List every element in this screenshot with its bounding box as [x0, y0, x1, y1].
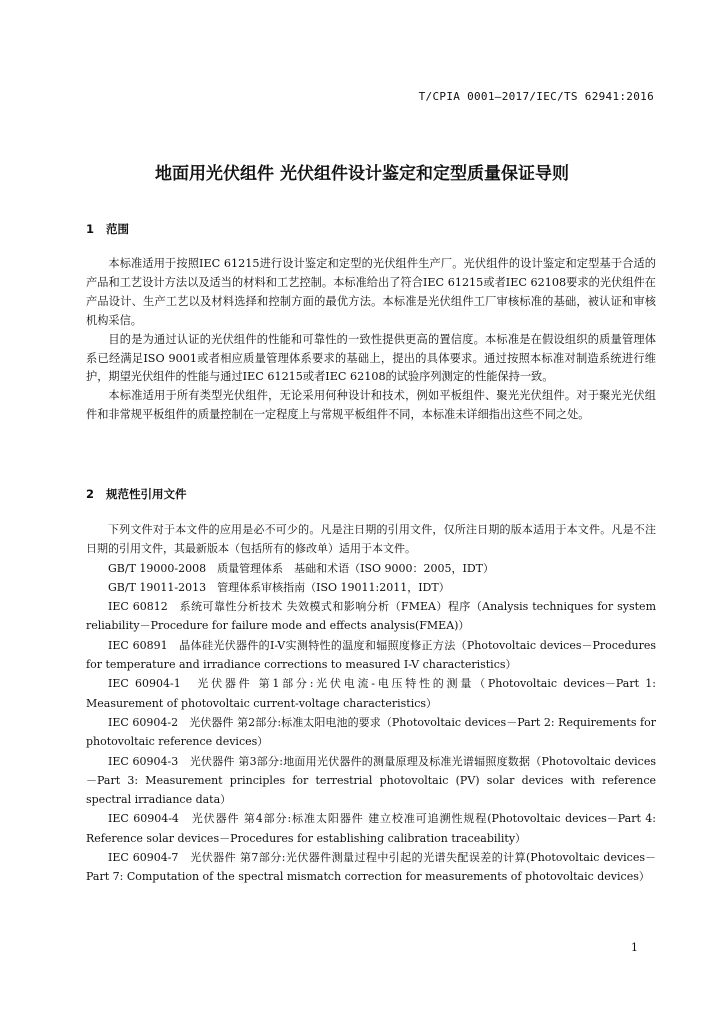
section-1-title: 范围	[106, 222, 129, 236]
section-2-body	[86, 520, 656, 887]
section-2-heading	[86, 486, 187, 502]
section-1-number: 1	[86, 222, 95, 236]
section-1-body	[86, 255, 656, 425]
section-2-number: 2	[86, 487, 95, 501]
paragraph: 本标准适用于所有类型光伏组件，无论采用何种设计和技术，例如平板组件、聚光光伏组件。对于聚光光伏组件和非常规平板组件的质量控制在一定程度上与常规平板组件不同，本标准未详细指出这些不同之处。	[86, 389, 656, 422]
reference-item: IEC 60812 系统可靠性分析技术 失效模式和影响分析（FMEA）程序（Analysis techniques for system reliability－Procedure for failure mode and effects analysis(FMEA)）	[86, 600, 656, 633]
reference-item: IEC 60904-3 光伏器件 第3部分:地面用光伏器件的测量原理及标准光谱辐照度数据（Photovoltaic devices－Part 3: Measurement principles for terrestrial photovoltaic (PV) solar devices with reference spectral irradiance data）	[86, 754, 656, 807]
section-1-heading	[86, 221, 129, 237]
reference-item: IEC 60904-4 光伏器件 第4部分:标准太阳器件 建立校准可追溯性规程(Photovoltaic devices－Part 4: Reference solar devices－Procedures for establishing calibration traceability）	[86, 812, 656, 845]
paragraph: 本标准适用于按照IEC 61215进行设计鉴定和定型的光伏组件生产厂。光伏组件的设计鉴定和定型基于合适的产品和工艺设计方法以及适当的材料和工艺控制。本标准给出了符合IEC 61215或者IEC 62108要求的光伏组件在产品设计、生产工艺以及材料选择和控制方面的最优方法。本标准是光伏组件工厂审核标准的基础，被认证和审核机构采信。	[86, 257, 656, 327]
page-number: 1	[631, 941, 638, 954]
paragraph: 下列文件对于本文件的应用是必不可少的。凡是注日期的引用文件，仅所注日期的版本适用于本文件。凡是不注日期的引用文件，其最新版本（包括所有的修改单）适用于本文件。	[86, 523, 656, 556]
reference-item: GB/T 19000-2008 质量管理体系 基础和术语（ISO 9000：2005，IDT）	[108, 561, 494, 575]
document-title: 地面用光伏组件 光伏组件设计鉴定和定型质量保证导则	[155, 164, 569, 184]
paragraph: 目的是为通过认证的光伏组件的性能和可靠性的一致性提供更高的置信度。本标准是在假设组织的质量管理体系已经满足ISO 9001或者相应质量管理体系要求的基础上，提出的具体要求。通过按照本标准对制造系统进行维护，期望光伏组件的性能与通过IEC 61215或者IEC 62108的试验序列测定的性能保持一致。	[86, 332, 656, 384]
reference-item: IEC 60904-2 光伏器件 第2部分:标准太阳电池的要求（Photovoltaic devices－Part 2: Requirements for photovoltaic reference devices）	[86, 715, 656, 749]
reference-item: IEC 60891 晶体硅光伏器件的I-V实测特性的温度和辐照度修正方法（Photovoltaic devices－Procedures for temperature and irradiance corrections to measured I-V characteristics）	[86, 638, 656, 672]
section-2-title: 规范性引用文件	[106, 487, 187, 501]
reference-item: IEC 60904-7 光伏器件 第7部分:光伏器件测量过程中引起的光谱失配误差的计算(Photovoltaic devices－Part 7: Computation of the spectral mismatch correction for measurements of photovoltaic devices）	[86, 851, 656, 884]
standard-code: T/CPIA 0001—2017/IEC/TS 62941:2016	[418, 90, 654, 103]
reference-item: IEC 60904-1 光伏器件 第1部分:光伏电流-电压特性的测量（Photovoltaic devices－Part 1: Measurement of photovoltaic current-voltage characteristics）	[86, 677, 656, 710]
reference-item: GB/T 19011-2013 管理体系审核指南（ISO 19011:2011，IDT）	[108, 580, 450, 594]
